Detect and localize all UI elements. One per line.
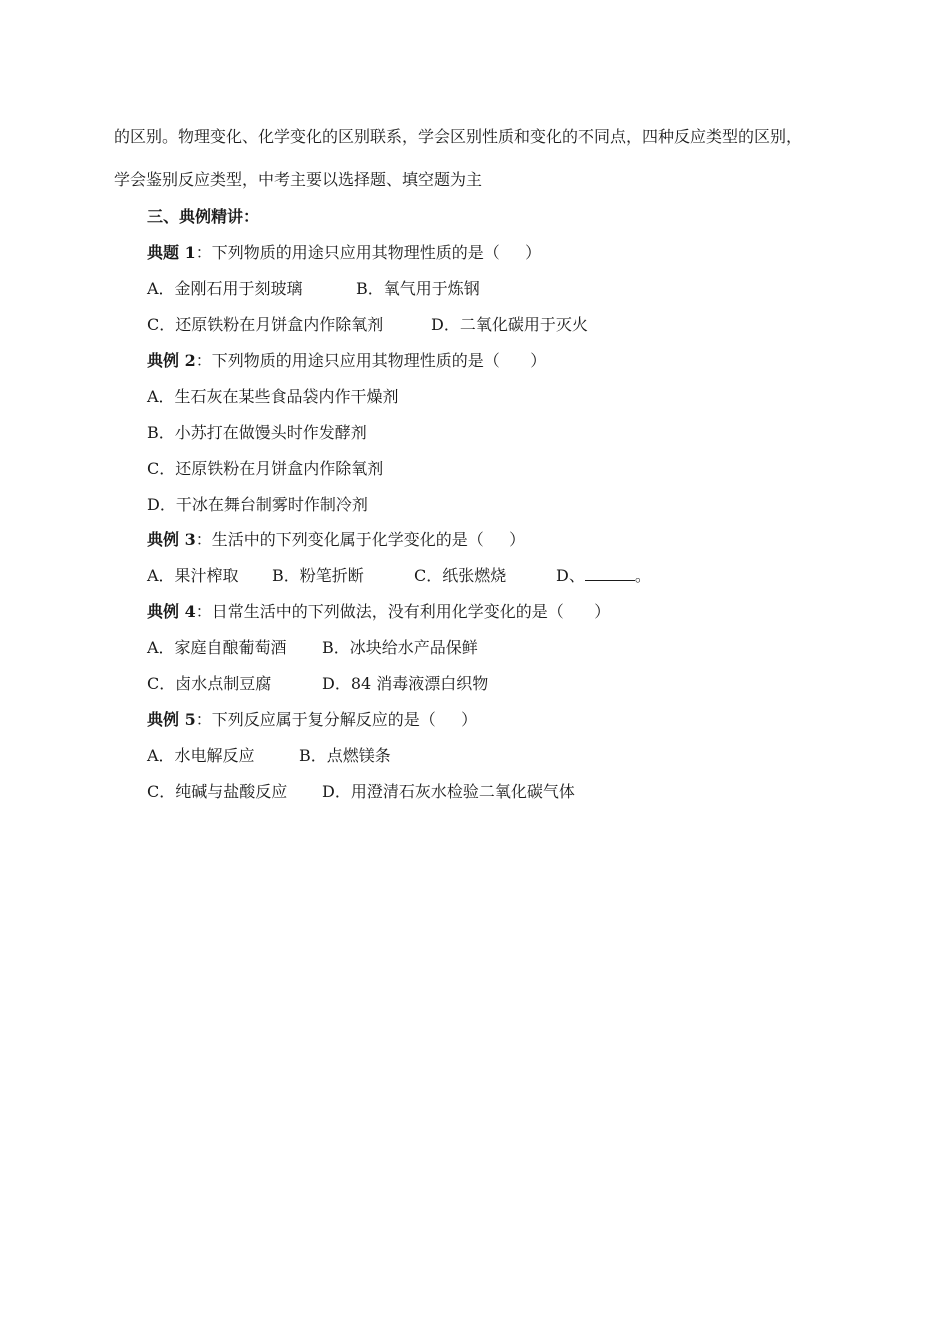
- q2-option-a: A．生石灰在某些食品袋内作干燥剂: [147, 387, 399, 406]
- q3-option-c: C．纸张燃烧: [414, 566, 507, 585]
- question-2-text: ：下列物质的用途只应用其物理性质的是（ ）: [195, 351, 547, 370]
- question-4-text: ：日常生活中的下列做法，没有利用化学变化的是（ ）: [195, 602, 611, 621]
- q4-option-c: C．卤水点制豆腐: [147, 674, 272, 693]
- question-1-label: 典题 1: [147, 243, 196, 262]
- section-heading: 三、典例精讲：: [147, 207, 260, 226]
- question-3-stem: [147, 530, 525, 550]
- question-2-stem: [147, 351, 546, 371]
- answer-blank: [585, 566, 635, 581]
- question-3-text: ：生活中的下列变化属于化学变化的是（ ）: [195, 530, 526, 549]
- q2-option-d: D．干冰在舞台制雾时作制冷剂: [147, 495, 368, 514]
- q2-option-b: B．小苏打在做馒头时作发酵剂: [147, 423, 367, 442]
- q4-option-b: B．冰块给水产品保鲜: [322, 638, 478, 657]
- q3-option-a: A．果汁榨取: [147, 566, 239, 585]
- question-2-label: 典例 2: [147, 351, 196, 370]
- question-5-text: ：下列反应属于复分解反应的是（ ）: [195, 710, 478, 729]
- q3-option-d-period: 。: [634, 566, 651, 585]
- q1-option-d: D．二氧化碳用于灭火: [431, 315, 588, 334]
- q2-option-c: C．还原铁粉在月饼盒内作除氧剂: [147, 459, 384, 478]
- question-4-stem: [147, 602, 610, 622]
- q1-option-b: B．氧气用于炼钢: [356, 279, 480, 298]
- q1-option-a: A．金刚石用于刻玻璃: [147, 279, 303, 298]
- question-1-stem: [147, 243, 541, 263]
- intro-line-2: 学会鉴别反应类型，中考主要以选择题、填空题为主: [114, 170, 483, 189]
- question-5-stem: [147, 710, 477, 730]
- q3-option-d: [556, 566, 651, 586]
- q5-option-d: D．用澄清石灰水检验二氧化碳气体: [322, 782, 575, 801]
- intro-line-1: 的区别。物理变化、化学变化的区别联系，学会区别性质和变化的不同点，四种反应类型的区别，: [114, 127, 803, 146]
- question-3-label: 典例 3: [147, 530, 196, 549]
- q1-option-c: C．还原铁粉在月饼盒内作除氧剂: [147, 315, 384, 334]
- question-5-label: 典例 5: [147, 710, 196, 729]
- q3-option-b: B．粉笔折断: [272, 566, 364, 585]
- q4-option-a: A．家庭自酿葡萄酒: [147, 638, 287, 657]
- q5-option-a: A．水电解反应: [147, 746, 255, 765]
- q4-option-d: D．84 消毒液漂白织物: [322, 674, 489, 693]
- question-4-label: 典例 4: [147, 602, 196, 621]
- q3-option-d-label: D、: [556, 566, 585, 585]
- question-1-text: ：下列物质的用途只应用其物理性质的是（ ）: [195, 243, 542, 262]
- q5-option-c: C．纯碱与盐酸反应: [147, 782, 288, 801]
- q5-option-b: B．点燃镁条: [299, 746, 391, 765]
